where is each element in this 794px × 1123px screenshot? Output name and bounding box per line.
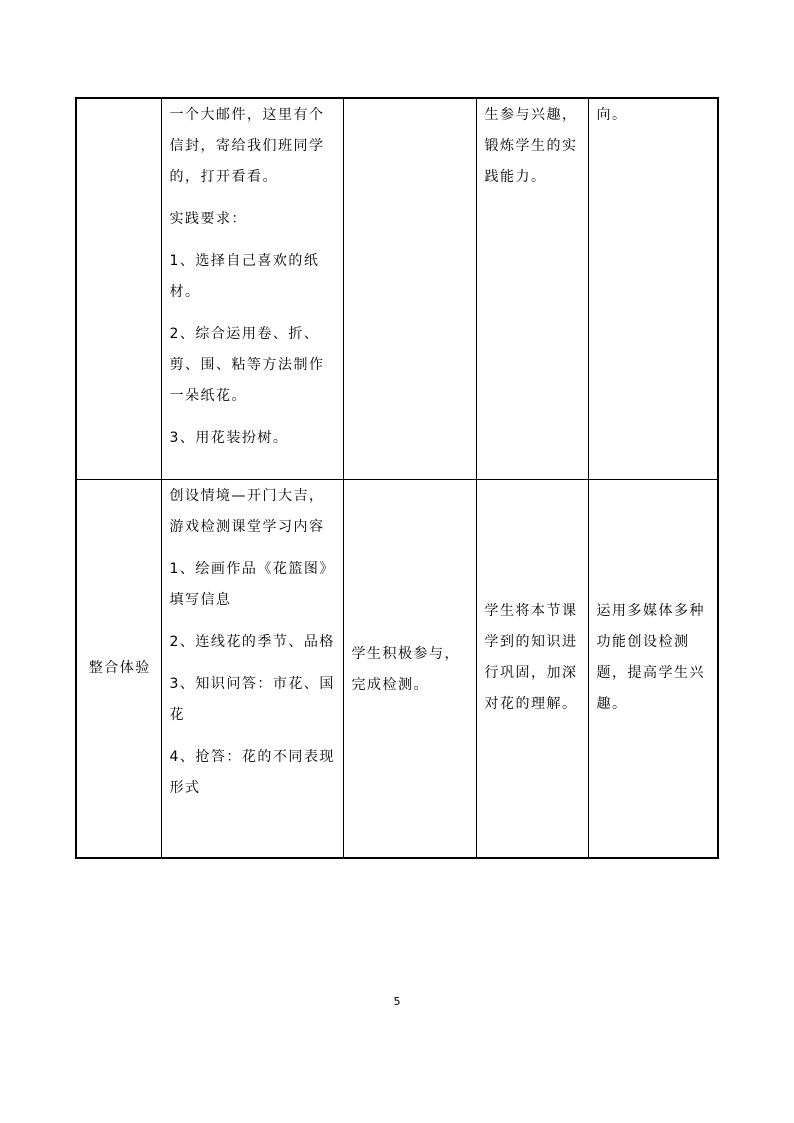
content-paragraph: 3、知识问答：市花、国花 (169, 675, 335, 723)
stage-cell: 整合体验 (76, 479, 161, 858)
note-cell: 运用多媒体多种功能创设检测题，提高学生兴趣。 (588, 479, 718, 858)
student-activity-cell: 学生积极参与，完成检测。 (343, 479, 476, 858)
content-cell (161, 479, 343, 858)
content-paragraph: 2、连线花的季节、品格 (169, 633, 335, 650)
content-paragraph: 实践要求： (169, 211, 247, 227)
content-paragraph: 3、用花装扮树。 (169, 430, 289, 446)
content-paragraph: 创设情境—开门大吉，游戏检测课堂学习内容 (169, 487, 325, 535)
content-paragraph: 一个大邮件，这里有个信封，寄给我们班同学的，打开看看。 (169, 107, 325, 185)
content-paragraph: 4、抢答：花的不同表现形式 (169, 748, 335, 796)
student-activity-cell (343, 98, 476, 479)
content-paragraph: 2、综合运用卷、折、剪、围、粘等方法制作一朵纸花。 (169, 326, 325, 404)
note-cell: 向。 (588, 98, 718, 479)
table-row (76, 98, 718, 479)
table-row (76, 479, 718, 858)
content-paragraph: 1、选择自己喜欢的纸材。 (169, 253, 320, 300)
content-cell (161, 98, 343, 479)
page-number: 5 (393, 995, 401, 1008)
stage-cell (76, 98, 161, 479)
design-intent-cell: 生参与兴趣，锻炼学生的实践能力。 (476, 98, 588, 479)
design-intent-cell: 学生将本节课学到的知识进行巩固，加深对花的理解。 (476, 479, 588, 858)
content-paragraph: 1、绘画作品《花篮图》填写信息 (169, 560, 335, 608)
lesson-plan-table (75, 97, 719, 859)
